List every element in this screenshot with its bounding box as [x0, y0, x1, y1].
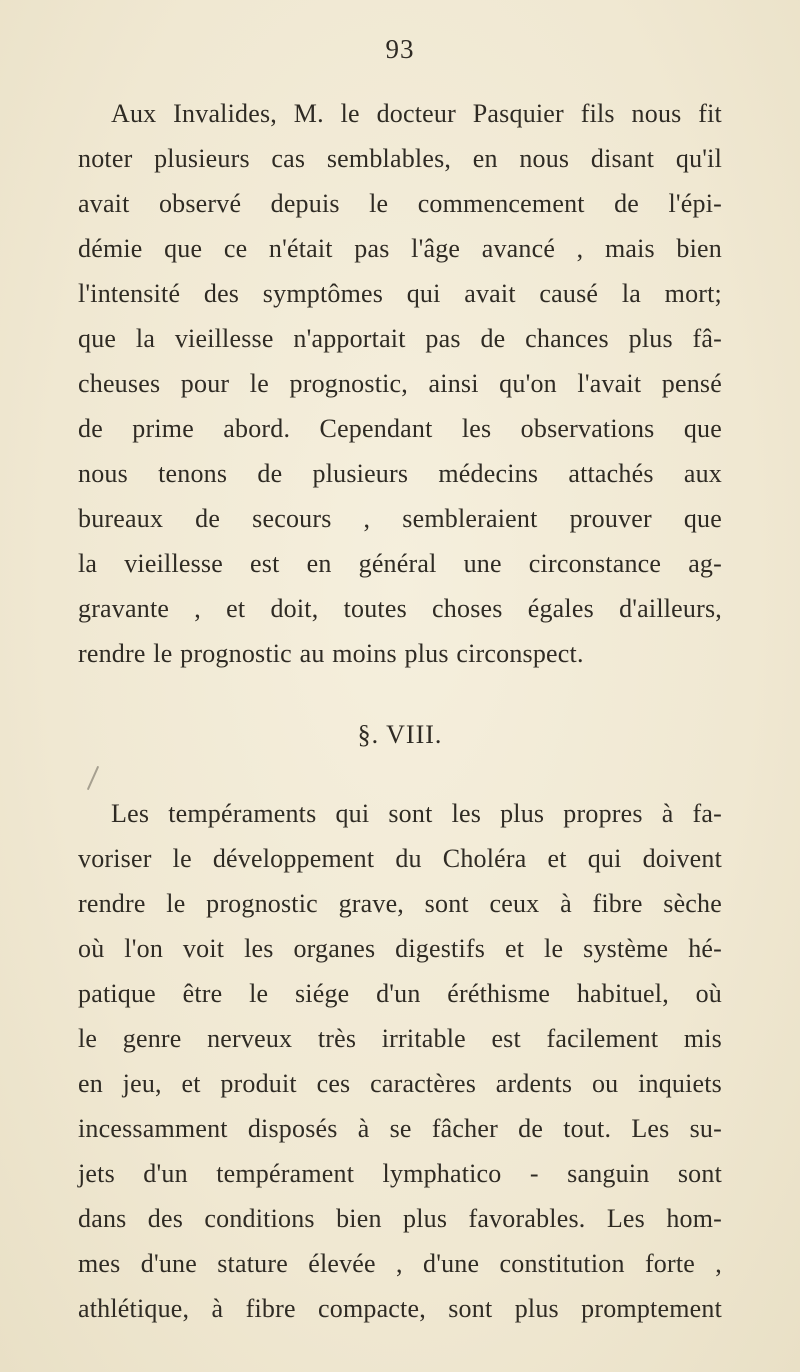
text-line: noter plusieurs cas semblables, en nous disant qu'il [78, 144, 722, 173]
text-line: nous tenons de plusieurs médecins attachés aux [78, 459, 722, 488]
text-line: incessamment disposés à se fâcher de tout. Les su- [78, 1114, 722, 1143]
text-line: gravante , et doit, toutes choses égales d'ailleurs, [78, 594, 722, 623]
text-line: le genre nerveux très irritable est facilement mis [78, 1024, 722, 1053]
text-line: Aux Invalides, M. le docteur Pasquier fils nous fit [111, 99, 722, 128]
stray-pen-mark [87, 766, 99, 791]
text-line: l'intensité des symptômes qui avait causé la mort; [78, 279, 722, 308]
text-line: Les tempéraments qui sont les plus propres à fa- [111, 799, 722, 828]
text-line: où l'on voit les organes digestifs et le système hé- [78, 934, 722, 963]
text-line: avait observé depuis le commencement de l'épi- [78, 189, 722, 218]
text-line: dans des conditions bien plus favorables. Les hom- [78, 1204, 722, 1233]
section-heading: §. VIII. [357, 720, 443, 749]
text-line: patique être le siége d'un éréthisme habituel, où [78, 979, 722, 1008]
text-line: rendre le prognostic grave, sont ceux à fibre sèche [78, 889, 722, 918]
text-line: que la vieillesse n'apportait pas de chances plus fâ- [78, 324, 722, 353]
text-line: voriser le développement du Choléra et qui doivent [78, 844, 722, 873]
text-line: en jeu, et produit ces caractères ardents ou inquiets [78, 1069, 722, 1098]
text-line: de prime abord. Cependant les observations que [78, 414, 722, 443]
page-number: 93 [385, 34, 415, 64]
paragraph-1 [78, 91, 722, 676]
text-line: athlétique, à fibre compacte, sont plus promptement [78, 1294, 722, 1323]
text-line: bureaux de secours , sembleraient prouver que [78, 504, 722, 533]
text-line: rendre le prognostic au moins plus circonspect. [78, 639, 584, 668]
text-line: la vieillesse est en général une circonstance ag- [78, 549, 722, 578]
text-line: jets d'un tempérament lymphatico - sanguin sont [78, 1159, 722, 1188]
text-line: mes d'une stature élevée , d'une constitution forte , [78, 1249, 722, 1278]
paragraph-2 [78, 791, 722, 1331]
text-line: démie que ce n'était pas l'âge avancé , mais bien [78, 234, 722, 263]
text-line: cheuses pour le prognostic, ainsi qu'on l'avait pensé [78, 369, 722, 398]
